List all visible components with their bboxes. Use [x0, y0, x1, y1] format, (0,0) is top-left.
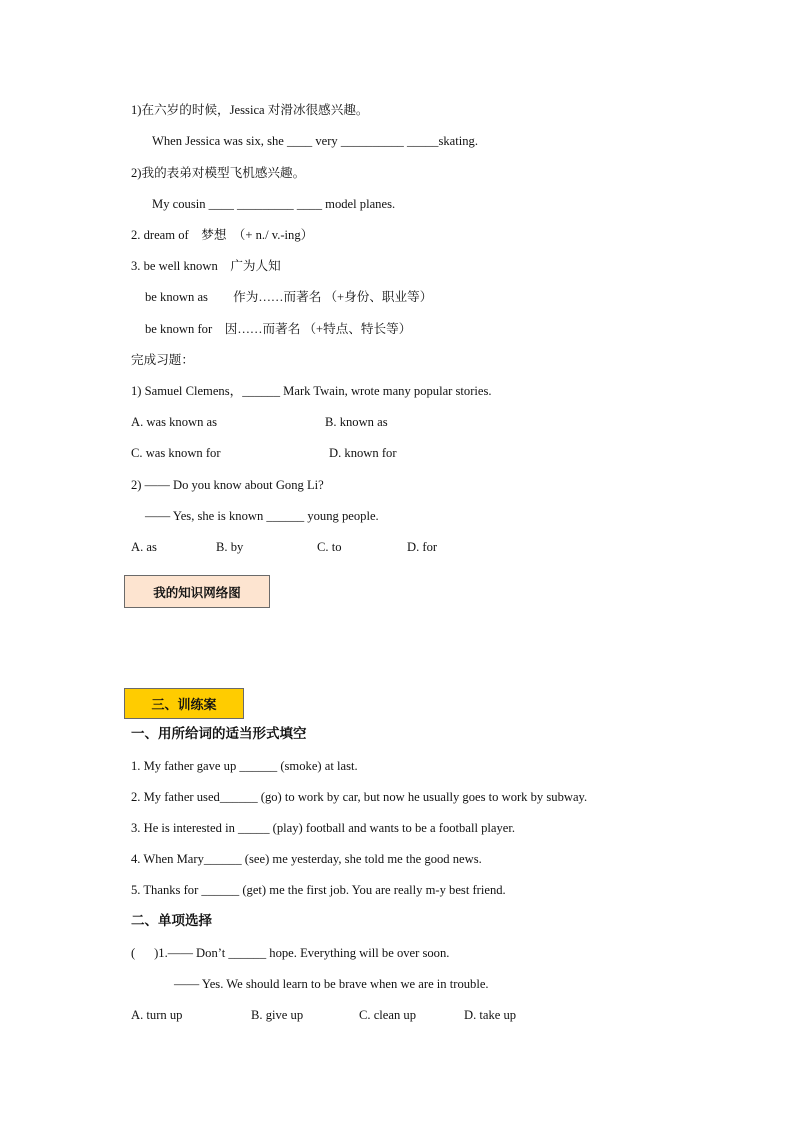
training-section-box: 三、训练案	[124, 688, 244, 719]
text-line: 1)在六岁的时候，Jessica 对滑冰很感兴趣。	[131, 103, 369, 117]
option-a: A. was known as	[131, 415, 218, 429]
option-c: C. clean up	[359, 1008, 417, 1022]
question-text: ( )1.—— Don’t ______ hope. Everything will be over soon.	[131, 946, 450, 960]
exercise-item: 5. Thanks for ______ (get) me the first job. You are really m-y best friend.	[131, 883, 506, 897]
option-d: D. for	[407, 540, 438, 554]
text-line: be known for 因……而著名 （+特点、特长等）	[145, 322, 412, 336]
exercise-item: 3. He is interested in _____ (play) football and wants to be a football player.	[131, 821, 516, 835]
exercise-item: 1. My father gave up ______ (smoke) at last.	[131, 759, 358, 773]
question-text: 2) —— Do you know about Gong Li?	[131, 478, 324, 492]
option-c: C. was known for	[131, 446, 221, 460]
text-line: —— Yes. We should learn to be brave when we are in trouble.	[174, 977, 489, 991]
option-b: B. by	[216, 540, 244, 554]
text-line: 3. be well known 广为人知	[131, 259, 281, 273]
option-a: A. turn up	[131, 1008, 183, 1022]
option-d: D. known for	[329, 446, 397, 460]
section-heading-choice: 二、单项选择	[131, 913, 212, 929]
exercise-item: 2. My father used______ (go) to work by car, but now he usually goes to work by subway.	[131, 790, 588, 804]
question-text: 1) Samuel Clemens，______ Mark Twain, wrote many popular stories.	[131, 384, 492, 398]
knowledge-map-box: 我的知识网络图	[124, 575, 270, 608]
text-line: 2. dream of 梦想 （+ n./ v.-ing）	[131, 228, 314, 242]
option-c: C. to	[317, 540, 342, 554]
text-line: My cousin ____ _________ ____ model planes.	[152, 197, 396, 211]
text-line: be known as 作为……而著名 （+身份、职业等）	[145, 290, 433, 304]
text-line: When Jessica was six, she ____ very __________ _____skating.	[152, 134, 478, 148]
exercise-item: 4. When Mary______ (see) me yesterday, she told me the good news.	[131, 852, 482, 866]
option-b: B. give up	[251, 1008, 304, 1022]
text-line: 2)我的表弟对模型飞机感兴趣。	[131, 166, 306, 180]
option-a: A. as	[131, 540, 157, 554]
option-b: B. known as	[325, 415, 388, 429]
section-heading-fill: 一、用所给词的适当形式填空	[131, 726, 307, 742]
text-line: 完成习题：	[131, 353, 194, 367]
text-line: —— Yes, she is known ______ young people.	[145, 509, 379, 523]
option-d: D. take up	[464, 1008, 517, 1022]
